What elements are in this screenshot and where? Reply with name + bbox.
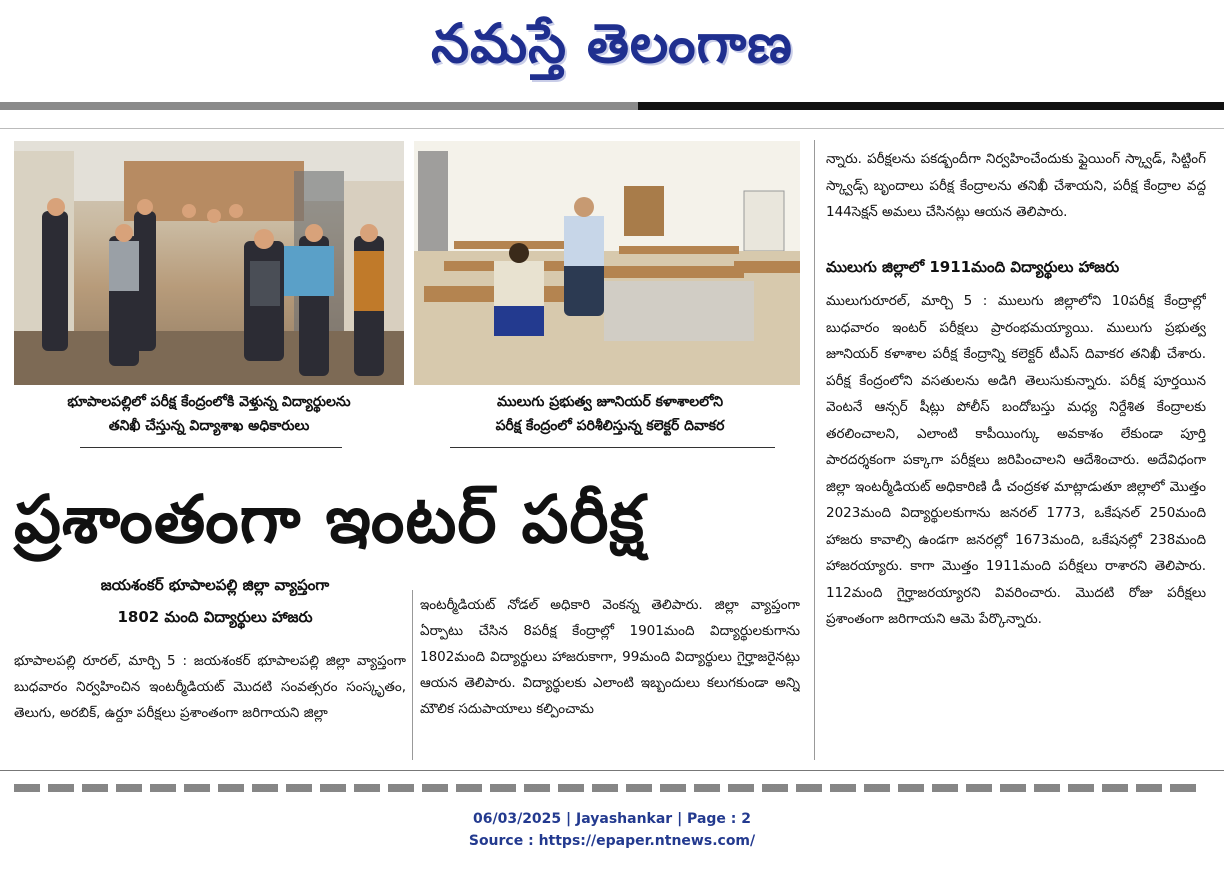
article-column-right-top: న్నారు. పరీక్షలను పకడ్బందీగా నిర్వహించేందుకు ఫ్లైయింగ్ స్క్వాడ్, సిట్టింగ్ స్క్వాడ్స్ బృందాలు పరీక్ష కేంద్రాలను తనిఖీ చేశాయని, పరీక్ష కేంద్రాల వద్ద 144సెక్షన్ అమలు చేసినట్లు ఆయన తెలిపారు. [826,151,1206,220]
epaper-footer [0,808,1224,852]
photo-caption-1-line1: భూపాలపల్లిలో పరీక్ష కేంద్రంలోకి వెళ్తున్న విద్యార్థులను [67,394,351,410]
mulugu-section-heading: ములుగు జిల్లాలో 1911మంది విద్యార్థులు హాజరు [826,258,1120,276]
photo-exam-gate-check [14,141,404,385]
newspaper-title: నమస్తే తెలంగాణ [431,11,793,75]
photo-caption-1 [14,390,404,438]
caption-1-underline [80,447,342,448]
next-article-cutoff [14,784,1204,792]
article-column-left: భూపాలపల్లి రూరల్, మార్చి 5 : జయశంకర్ భూపాలపల్లి జిల్లా వ్యాప్తంగా బుధవారం నిర్వహించిన ఇంటర్మీడియట్ మొదటి సంవత్సరం సంస్కృతం, తెలుగు, అరబిక్, ఉర్దూ పరీక్షలు ప్రశాంతంగా జరిగాయని జిల్లా [14,653,406,721]
clipping-bottom-border [0,770,1224,771]
article-subhead-line2: 1802 మంది విద్యార్థులు హాజరు [117,608,313,626]
photo-caption-2-line2: పరీక్ష కేంద్రంలో పరిశీలిస్తున్న కలెక్టర్ దివాకర [495,418,725,434]
clipping-top-border [0,128,1224,129]
photo-exam-gate-check-illustration [14,141,404,385]
photo-collector-classroom [414,141,800,385]
photo-caption-2 [420,390,800,438]
article-column-right-body: ములుగురూరల్, మార్చి 5 : ములుగు జిల్లాలోని 10పరీక్ష కేంద్రాల్లో బుధవారం ఇంటర్ పరీక్షలు ప్రారంభమయ్యాయి. ములుగు ప్రభుత్వ జూనియర్ కళాశాల పరీక్ష కేంద్రాన్ని కలెక్టర్ టీఎస్ దివాకర తనిఖీ చేశారు. పరీక్ష కేంద్రంలోని వసతులను అడిగి తెలుసుకున్నారు. పరీక్ష పూర్తయిన వెంటనే ఆన్సర్ షీట్లు పోలీస్ బందోబస్తు మధ్య నిర్దేశిత కేంద్రాలకు తరలించాలని, ఎలాంటి కాపీయింగ్కు అవకాశం లేకుండా పూర్తి పారదర్శకంగా పక్కాగా పరీక్షలు జరిపించాలని ఆదేశించారు. అదేవిధంగా జిల్లా ఇంటర్మీడియట్ అధికారిణి డీ చంద్రకళ మాట్లాడుతూ జిల్లాలో మొత్తం 2023మంది విద్యార్థులకుగాను జనరల్ 1773, ఒకేషనల్ 250మంది హాజరు కావాల్సి ఉండగా జనరల్లో 1673మంది, ఒకేషనల్లో 238మంది హాజరయ్యారు. కాగా మొత్తం 1911మంది పరీక్షలు రాశారని తెలిపారు. 112మంది గైర్హాజరయ్యారని వివరించారు. మొదటి రోజు పరీక్షలు ప్రశాంతంగా జరిగాయని ఆమె పేర్కొన్నారు. [826,293,1206,627]
article-column-middle: ఇంటర్మీడియట్ నోడల్ అధికారి వెంకన్న తెలిపారు. జిల్లా వ్యాప్తంగా ఏర్పాటు చేసిన 8పరీక్ష కేంద్రాల్లో 1901మంది విద్యార్థులకుగాను 1802మంది విద్యార్థులు హాజరుకాగా, 99మంది విద్యార్థులు గైర్హాజరైనట్లు ఆయన తెలిపారు. విద్యార్థులకు ఎలాంటి ఇబ్బందులు కలుగకుండా అన్ని మౌలిక సదుపాయాలు కల్పించామ [420,597,800,717]
photo-collector-classroom-illustration [414,141,800,385]
article-headline: ప్రశాంతంగా ఇంటర్ పరీక్ష [14,481,645,558]
article-subhead-line1: జయశంకర్ భూపాలపల్లి జిల్లా వ్యాప్తంగా [100,576,330,594]
photo-caption-2-line1: ములుగు ప్రభుత్వ జూనియర్ కళాశాలలోని [496,394,724,410]
masthead-rule-right [638,102,1224,110]
masthead [0,0,1224,100]
column-divider-1 [412,590,413,760]
footer-source-link[interactable]: Source : https://epaper.ntnews.com/ [468,833,756,849]
column-divider-2 [814,140,815,760]
caption-2-underline [450,447,775,448]
photo-caption-1-line2: తనిఖీ చేస్తున్న విద్యాశాఖ అధికారులు [108,418,310,434]
footer-date-edition-page: 06/03/2025 | Jayashankar | Page : 2 [473,811,751,827]
masthead-rule-left [0,102,640,110]
